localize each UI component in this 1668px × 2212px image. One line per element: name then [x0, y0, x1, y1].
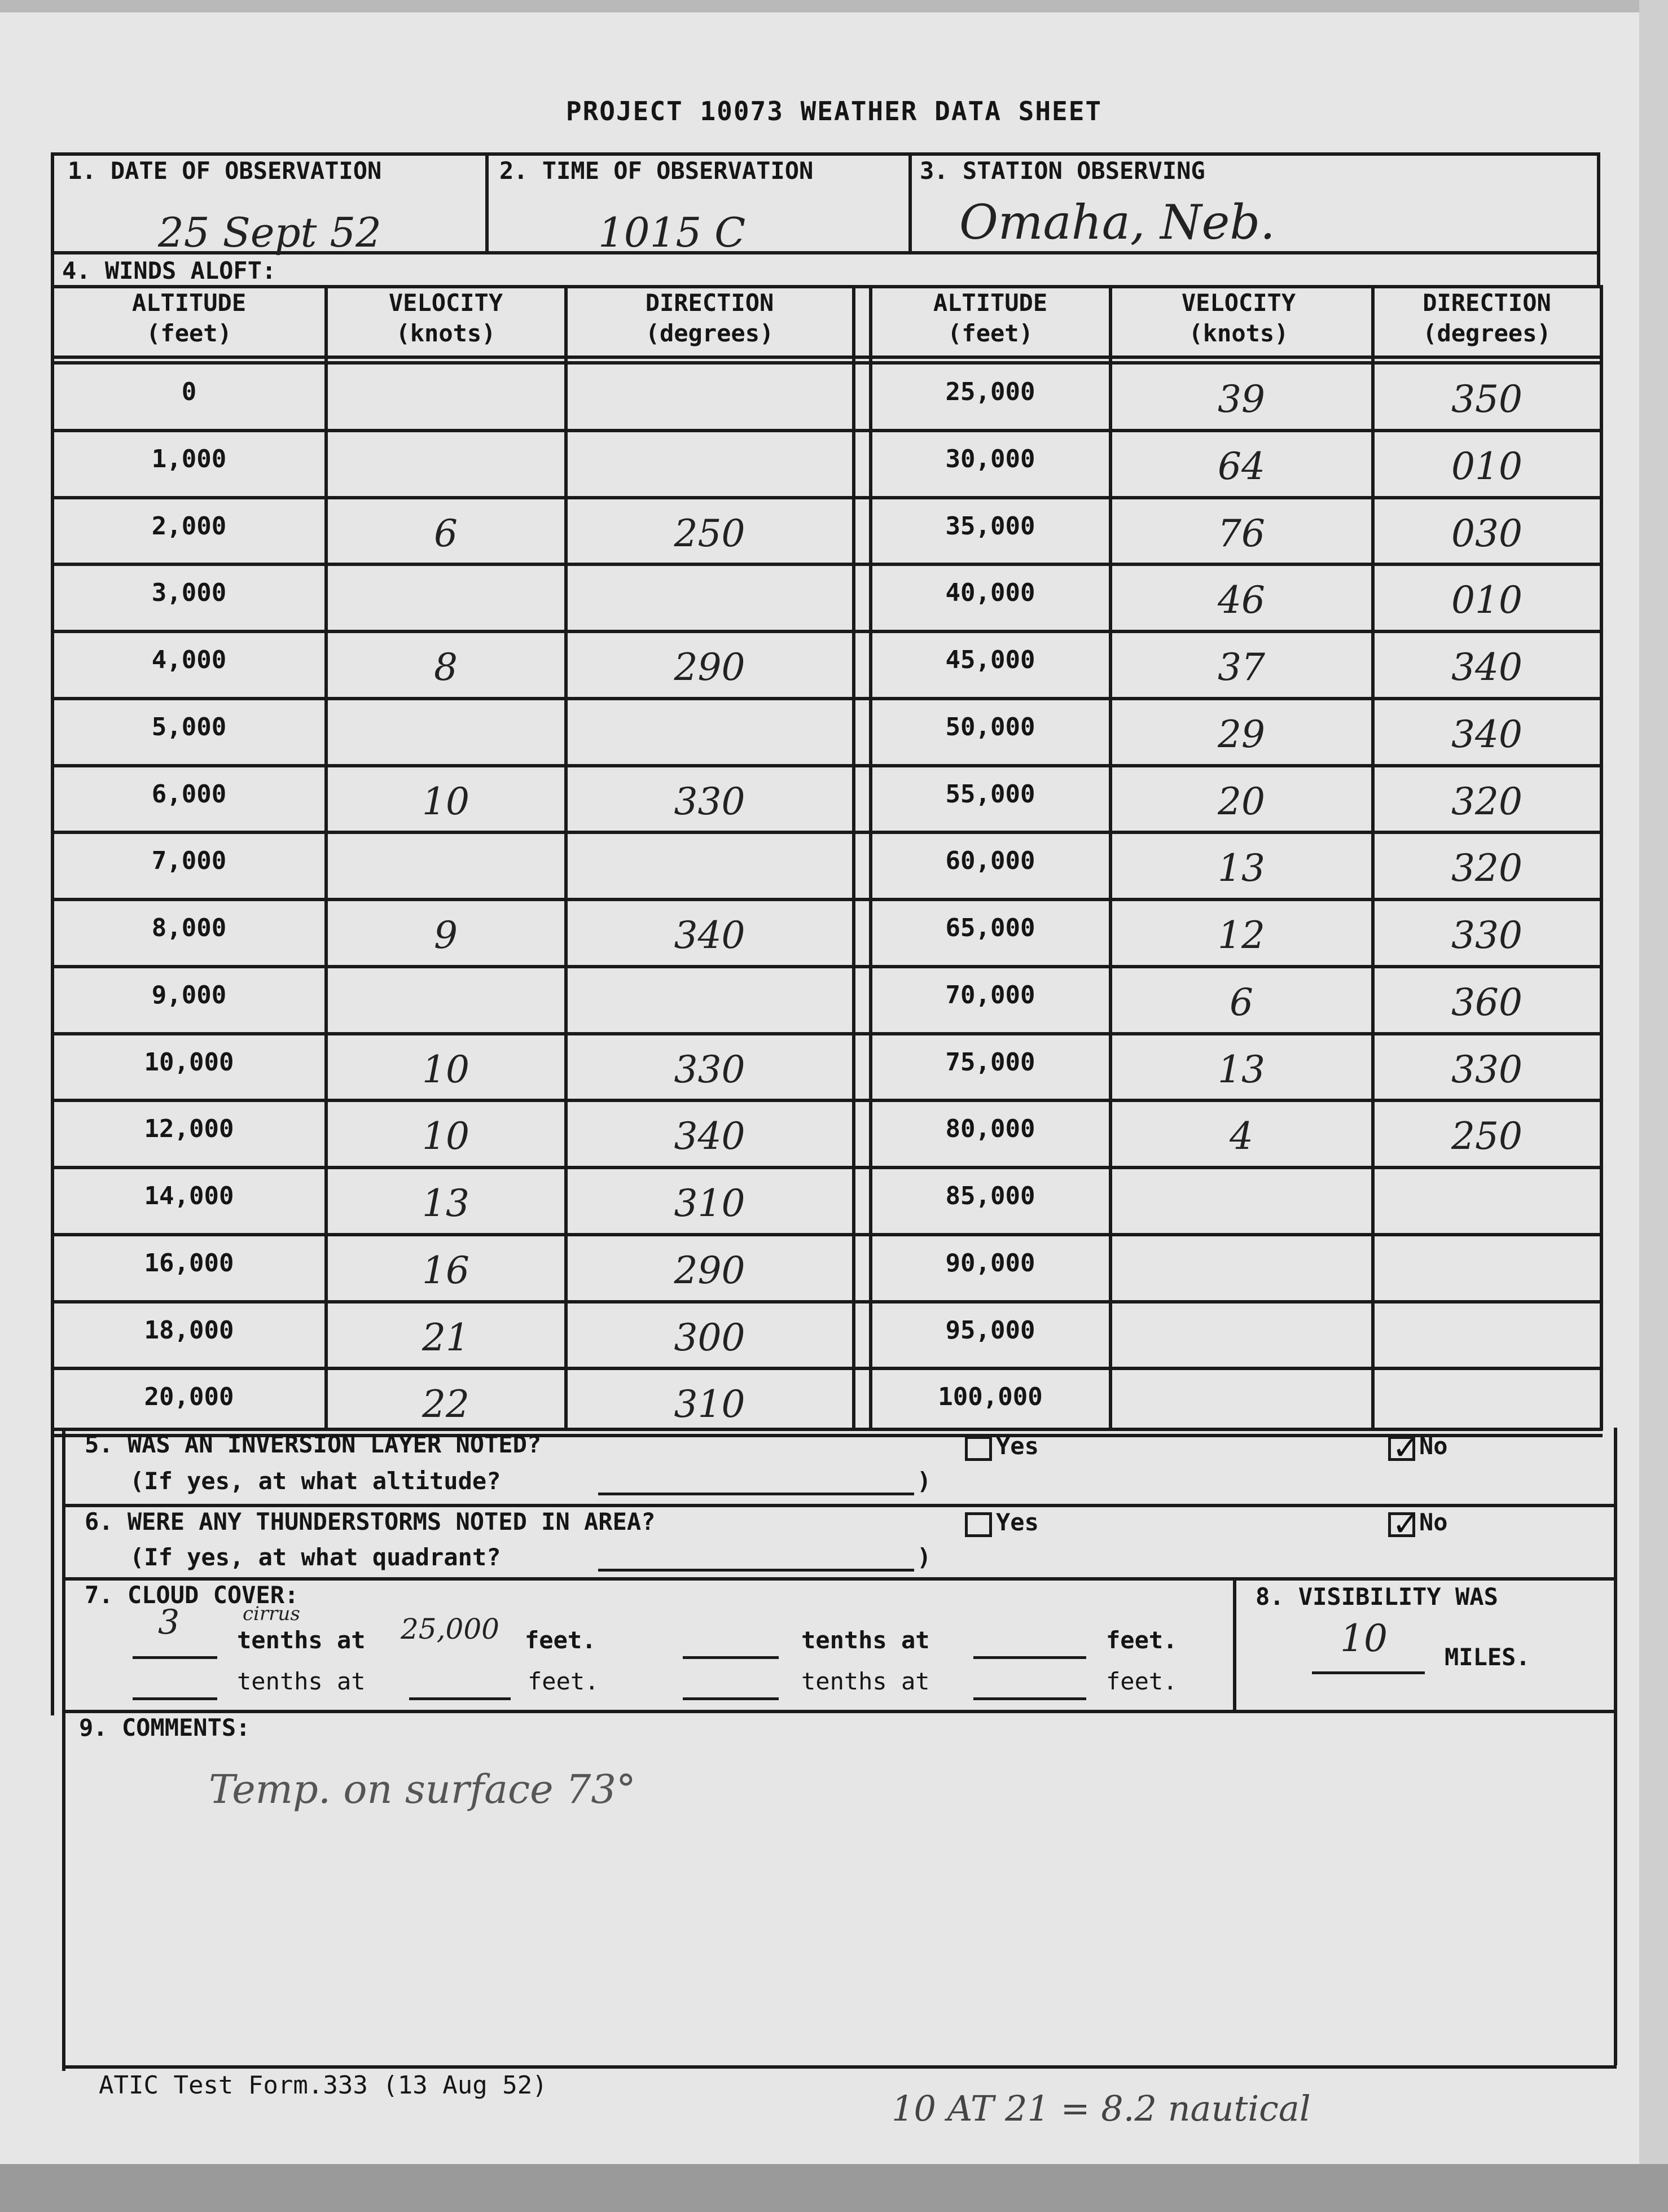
velocity-cell[interactable]: 39	[1218, 378, 1265, 421]
velocity-cell[interactable]: 20	[1218, 780, 1265, 823]
direction-cell[interactable]: 310	[674, 1382, 745, 1426]
table-row-rule	[54, 1099, 1603, 1102]
table-row-rule	[54, 563, 1603, 566]
velocity-cell[interactable]: 46	[1218, 578, 1265, 622]
bottom-handwritten-note: 10 AT 21 = 8.2 nautical	[892, 2088, 1311, 2129]
velocity-cell[interactable]	[327, 441, 564, 492]
velocity-cell[interactable]: 12	[1218, 914, 1265, 957]
altitude-cell: 30,000	[945, 445, 1035, 473]
altitude-cell: 10,000	[144, 1048, 234, 1077]
cloud-tenths-word-2: tenths at	[801, 1626, 930, 1654]
altitude-cell: 20,000	[144, 1382, 234, 1411]
altitude-cell: 25,000	[945, 378, 1035, 406]
altitude-cell: 50,000	[945, 713, 1035, 741]
direction-cell[interactable]: 340	[674, 914, 745, 957]
thunderstorm-no-checkbox[interactable]	[1388, 1512, 1415, 1537]
rule	[908, 152, 912, 254]
direction-cell[interactable]: 330	[1451, 914, 1522, 957]
rule	[1597, 152, 1600, 288]
velocity-cell[interactable]: 4	[1230, 1114, 1253, 1158]
altitude-cell: 85,000	[945, 1182, 1035, 1210]
close-paren: )	[917, 1543, 932, 1571]
velocity-cell[interactable]	[327, 374, 564, 425]
table-row-rule	[54, 1367, 1603, 1370]
direction-cell[interactable]	[1374, 1178, 1600, 1229]
direction-cell[interactable]: 330	[674, 1048, 745, 1091]
altitude-cell: 7,000	[151, 846, 227, 875]
rule	[1600, 285, 1603, 1430]
inversion-yes-checkbox[interactable]	[965, 1436, 992, 1461]
velocity-header-left: VELOCITY (knots)	[388, 289, 503, 347]
altitude-cell: 35,000	[945, 512, 1035, 541]
cloud-feet-4-blank[interactable]	[973, 1697, 1086, 1700]
direction-cell[interactable]	[567, 843, 852, 894]
table-row-rule	[54, 1166, 1603, 1169]
altitude-header-right: ALTITUDE (feet)	[933, 289, 1048, 347]
station-value[interactable]: Omaha, Neb.	[959, 195, 1275, 250]
velocity-cell[interactable]	[327, 977, 564, 1028]
velocity-cell[interactable]	[327, 843, 564, 894]
direction-cell[interactable]: 330	[674, 780, 745, 823]
rule	[62, 2065, 1617, 2069]
cloud-feet-3-blank[interactable]	[409, 1697, 511, 1700]
direction-cell[interactable]	[567, 575, 852, 626]
direction-cell[interactable]	[567, 374, 852, 425]
cloud-feet-word-4: feet.	[1106, 1667, 1178, 1695]
cloud-feet-1[interactable]: 25,000	[401, 1613, 499, 1645]
direction-cell[interactable]: 250	[674, 512, 745, 555]
direction-cell[interactable]	[567, 977, 852, 1028]
table-row-rule	[54, 965, 1603, 968]
direction-cell[interactable]: 320	[1451, 780, 1522, 823]
rule	[51, 361, 1603, 365]
direction-cell[interactable]: 010	[1451, 445, 1522, 488]
velocity-cell[interactable]: 8	[434, 646, 458, 689]
rule	[62, 1710, 1617, 1713]
cloud-feet-word-2: feet.	[1106, 1626, 1178, 1654]
direction-cell[interactable]: 340	[1451, 713, 1522, 756]
direction-cell[interactable]: 250	[1451, 1114, 1522, 1158]
velocity-cell[interactable]	[1112, 1178, 1371, 1229]
rule	[1233, 1577, 1236, 1713]
altitude-cell: 2,000	[151, 512, 227, 541]
rule	[62, 1504, 1617, 1507]
inversion-yes-label: Yes	[996, 1432, 1039, 1460]
velocity-cell[interactable]: 6	[1230, 981, 1253, 1024]
altitude-cell: 16,000	[144, 1249, 234, 1278]
direction-cell[interactable]: 010	[1451, 578, 1522, 622]
cloud-feet-2-blank[interactable]	[973, 1656, 1086, 1659]
direction-cell[interactable]: 330	[1451, 1048, 1522, 1091]
direction-cell[interactable]: 300	[674, 1316, 745, 1359]
altitude-cell: 100,000	[938, 1382, 1043, 1411]
direction-cell[interactable]	[1374, 1313, 1600, 1363]
cloud-tenths-word-3: tenths at	[237, 1667, 366, 1695]
velocity-cell[interactable]: 10	[422, 780, 469, 823]
altitude-cell: 18,000	[144, 1316, 234, 1345]
visibility-unit: MILES.	[1445, 1643, 1530, 1671]
scan-border-top	[0, 0, 1668, 12]
table-row-rule	[54, 1032, 1603, 1035]
velocity-cell[interactable]	[1112, 1313, 1371, 1363]
rule	[51, 152, 1600, 156]
table-row-rule	[54, 630, 1603, 633]
velocity-cell[interactable]: 76	[1218, 512, 1265, 555]
table-row-rule	[54, 429, 1603, 432]
velocity-cell[interactable]: 64	[1218, 445, 1265, 488]
cloud-tenths-1[interactable]: 3	[158, 1603, 180, 1642]
form-title: PROJECT 10073 WEATHER DATA SHEET	[565, 96, 1103, 126]
inversion-followup: (If yes, at what altitude?	[130, 1467, 501, 1495]
velocity-cell[interactable]: 37	[1218, 646, 1265, 689]
velocity-cell[interactable]: 10	[422, 1048, 469, 1091]
thunderstorm-followup: (If yes, at what quadrant?	[130, 1543, 501, 1571]
direction-header-left: DIRECTION (degrees)	[645, 289, 774, 347]
velocity-cell[interactable]: 6	[434, 512, 458, 555]
altitude-cell: 9,000	[151, 981, 227, 1010]
direction-cell[interactable]: 340	[674, 1114, 745, 1158]
cloud-tenths-4-blank[interactable]	[683, 1697, 779, 1700]
velocity-cell[interactable]: 13	[1218, 1048, 1265, 1091]
velocity-cell[interactable]: 13	[422, 1182, 469, 1225]
altitude-cell: 55,000	[945, 780, 1035, 809]
inversion-altitude-blank[interactable]	[598, 1493, 914, 1495]
velocity-header-right: VELOCITY (knots)	[1181, 289, 1296, 347]
altitude-cell: 1,000	[151, 445, 227, 473]
velocity-cell[interactable]: 9	[434, 914, 458, 957]
direction-cell[interactable]	[1374, 1379, 1600, 1430]
cloud-tenths-word-4: tenths at	[801, 1667, 930, 1695]
altitude-cell: 65,000	[945, 914, 1035, 942]
table-row-rule	[54, 1233, 1603, 1236]
altitude-cell: 12,000	[144, 1114, 234, 1143]
cloud-feet-word-3: feet.	[528, 1667, 599, 1695]
rule	[1614, 1428, 1617, 2065]
time-label: 2. TIME OF OBSERVATION	[499, 157, 814, 185]
rule	[62, 1710, 65, 2071]
velocity-cell[interactable]	[327, 709, 564, 760]
inversion-no-label: No	[1419, 1432, 1448, 1460]
altitude-cell: 8,000	[151, 914, 227, 942]
direction-cell[interactable]: 350	[1451, 378, 1522, 421]
cloud-tenths-3-blank[interactable]	[133, 1697, 217, 1700]
winds-aloft-label: 4. WINDS ALOFT:	[62, 257, 276, 284]
scan-border-right	[1639, 0, 1668, 2212]
velocity-cell[interactable]: 16	[422, 1249, 469, 1292]
direction-cell[interactable]	[567, 441, 852, 492]
date-value[interactable]: 25 Sept 52	[158, 209, 381, 256]
direction-cell[interactable]: 290	[674, 646, 745, 689]
altitude-cell: 80,000	[945, 1114, 1035, 1143]
altitude-header-left: ALTITUDE (feet)	[131, 289, 247, 347]
altitude-cell: 95,000	[945, 1316, 1035, 1345]
rule	[62, 1577, 1617, 1581]
cloud-cover-label: 7. CLOUD COVER:	[85, 1581, 299, 1609]
velocity-cell[interactable]	[327, 575, 564, 626]
close-paren: )	[917, 1467, 932, 1495]
cloud-tenths-1-blank	[133, 1656, 217, 1659]
altitude-cell: 3,000	[151, 578, 227, 607]
visibility-label: 8. VISIBILITY WAS	[1256, 1583, 1498, 1610]
altitude-cell: 6,000	[151, 780, 227, 809]
altitude-cell: 14,000	[144, 1182, 234, 1210]
thunderstorm-yes-label: Yes	[996, 1508, 1039, 1536]
velocity-cell[interactable]: 29	[1218, 713, 1265, 756]
velocity-cell[interactable]: 21	[422, 1316, 469, 1359]
direction-cell[interactable]	[567, 709, 852, 760]
table-row-rule	[54, 898, 1603, 901]
direction-cell[interactable]	[1374, 1245, 1600, 1296]
altitude-cell: 90,000	[945, 1249, 1035, 1278]
velocity-cell[interactable]	[1112, 1379, 1371, 1430]
rule	[852, 285, 855, 1430]
comments-text[interactable]: Temp. on surface 73°	[209, 1766, 636, 1812]
table-row-rule	[54, 831, 1603, 834]
comments-label: 9. COMMENTS:	[79, 1714, 251, 1741]
form-number: ATIC Test Form.333 (13 Aug 52)	[99, 2071, 547, 2100]
direction-cell[interactable]: 360	[1451, 981, 1522, 1024]
velocity-cell[interactable]: 13	[1218, 846, 1265, 890]
velocity-cell[interactable]: 22	[422, 1382, 469, 1426]
altitude-cell: 45,000	[945, 646, 1035, 674]
cloud-tenths-word-1: tenths at	[237, 1626, 366, 1654]
altitude-cell: 0	[181, 378, 197, 406]
altitude-cell: 5,000	[151, 713, 227, 741]
thunderstorm-question: 6. WERE ANY THUNDERSTORMS NOTED IN AREA?	[85, 1508, 656, 1535]
inversion-no-checkbox[interactable]	[1388, 1436, 1415, 1461]
table-row-rule	[54, 764, 1603, 767]
thunderstorm-no-label: No	[1419, 1508, 1448, 1536]
velocity-cell[interactable]: 10	[422, 1114, 469, 1158]
cloud-feet-word-1: feet.	[525, 1626, 596, 1654]
velocity-cell[interactable]	[1112, 1245, 1371, 1296]
altitude-cell: 70,000	[945, 981, 1035, 1010]
time-value[interactable]: 1015 C	[598, 209, 746, 256]
rule	[51, 356, 1603, 359]
visibility-value[interactable]: 10	[1340, 1617, 1388, 1660]
altitude-cell: 75,000	[945, 1048, 1035, 1077]
table-row-rule	[54, 496, 1603, 499]
direction-cell[interactable]: 340	[1451, 646, 1522, 689]
direction-cell[interactable]: 290	[674, 1249, 745, 1292]
visibility-blank	[1312, 1671, 1425, 1674]
inversion-question: 5. WAS AN INVERSION LAYER NOTED?	[85, 1430, 542, 1458]
thunderstorm-yes-checkbox[interactable]	[965, 1512, 992, 1537]
altitude-cell: 60,000	[945, 846, 1035, 875]
scan-border-bottom	[0, 2164, 1668, 2212]
direction-header-right: DIRECTION (degrees)	[1423, 289, 1551, 347]
altitude-cell: 4,000	[151, 646, 227, 674]
table-row-rule	[54, 697, 1603, 700]
altitude-cell: 40,000	[945, 578, 1035, 607]
direction-cell[interactable]: 030	[1451, 512, 1522, 555]
date-label: 1. DATE OF OBSERVATION	[68, 157, 382, 185]
cloud-type-1: cirrus	[243, 1603, 300, 1625]
table-row-rule	[54, 1300, 1603, 1304]
cloud-tenths-2-blank[interactable]	[683, 1656, 779, 1659]
rule	[485, 152, 489, 254]
direction-cell[interactable]: 310	[674, 1182, 745, 1225]
thunderstorm-quadrant-blank[interactable]	[598, 1569, 914, 1572]
direction-cell[interactable]: 320	[1451, 846, 1522, 890]
station-label: 3. STATION OBSERVING	[920, 157, 1205, 185]
